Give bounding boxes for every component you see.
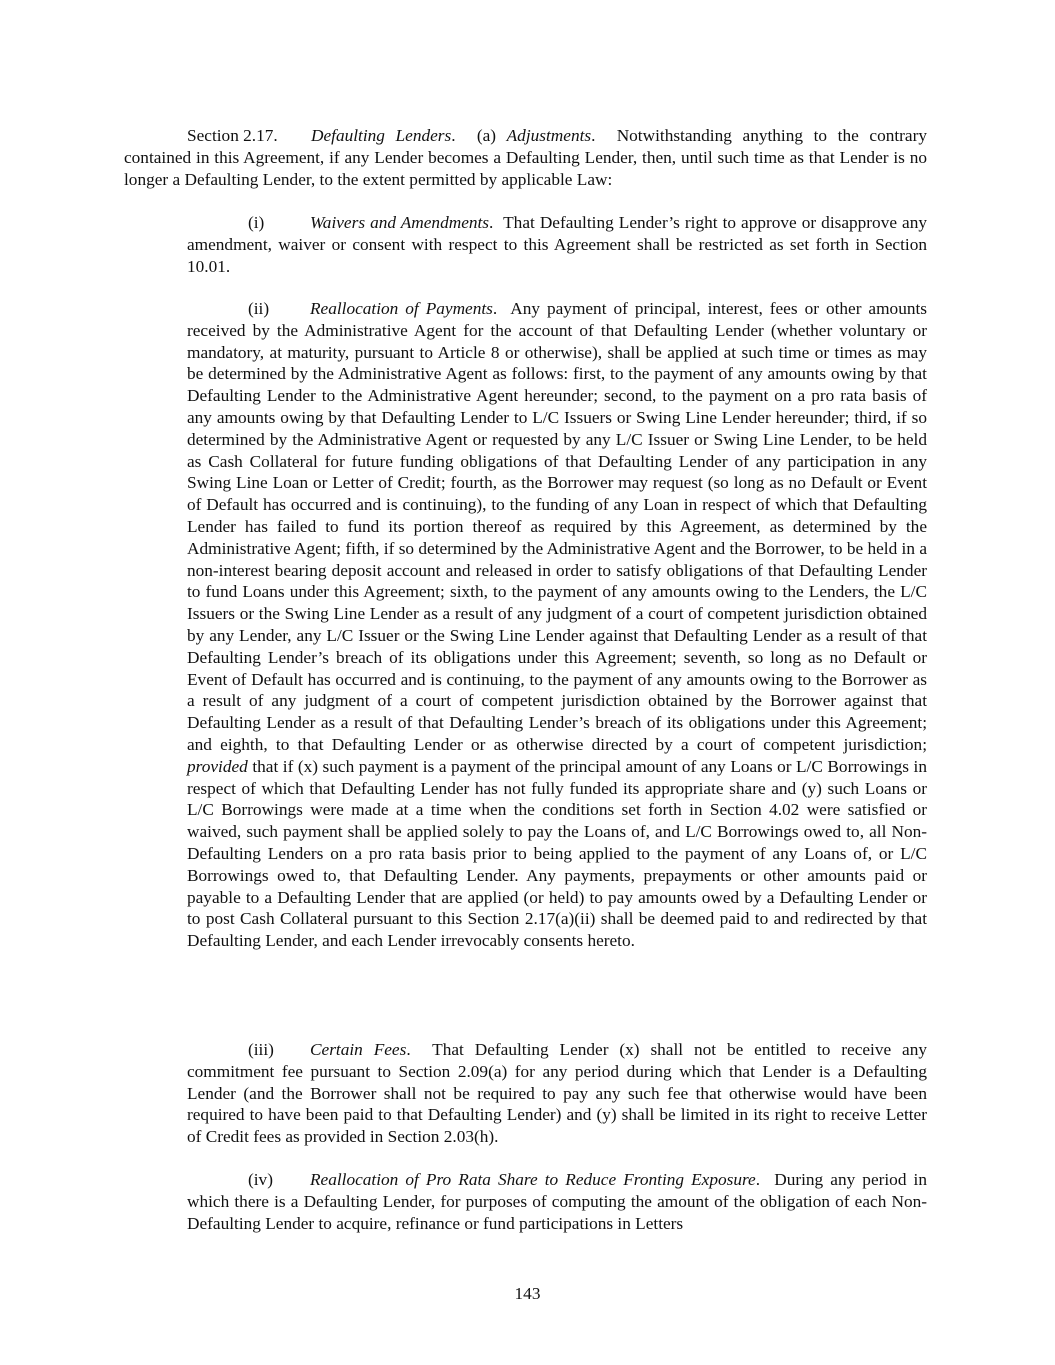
- item-number: (iii): [248, 1040, 274, 1059]
- item-title: Certain Fees: [310, 1040, 407, 1059]
- section-title: Defaulting Lenders: [311, 126, 452, 145]
- item-text: That Defaulting Lender’s right to approve or disapprove any amendment, waiver or consent with respect to this Agreement shall be restricted as set forth in Section 10.01.: [187, 213, 927, 276]
- item-paragraph-iii: (iii) Certain Fees. That Defaulting Lender (x) shall not be entitled to receive any commitment fee pursuant to Section 2.09(a) for any period during which that Lender is a Defaulting Lender (and the Borrower shall not be required to pay any such fee that otherwise would have been required to have been paid to that Defaulting Lender) and (y) shall be limited in its right to receive Letter of Credit fees as provided in Section 2.03(h).: [187, 1040, 927, 1147]
- item-title: Waivers and Amendments: [310, 213, 490, 232]
- item-title: Reallocation of Pro Rata Share to Reduce Fronting Exposure: [310, 1170, 756, 1189]
- item-number: (ii): [248, 299, 270, 318]
- section-number: Section 2.17.: [187, 126, 278, 145]
- section-paragraph: Section 2.17. Defaulting Lenders. (a) Adjustments. Notwithstanding anything to the contrary contained in this Agreement, if any Lender becomes a Defaulting Lender, then, until such time as that Lender is no longer a Defaulting Lender, to the extent permitted by applicable Law:: [124, 126, 927, 189]
- item-number: (i): [248, 213, 265, 232]
- subsection-label: (a): [476, 126, 496, 145]
- section-intro-text: Notwithstanding anything to the contrary contained in this Agreement, if any Lender becomes a Defaulting Lender, then, until such time as that Lender is no longer a Defaulting Lender, to the extent permitted by applicable Law:: [124, 126, 927, 189]
- provided-word: provided: [187, 756, 248, 776]
- item-title: Reallocation of Payments: [310, 299, 493, 318]
- item-text: During any period in which there is a Defaulting Lender, for purposes of computing the amount of the obligation of each Non-Defaulting Lender to acquire, refinance or fund participations in Letters: [187, 1170, 927, 1233]
- item-text-continued: that if (x) such payment is a payment of the principal amount of any Loans or L/C Borrowings in respect of which that Defaulting Lender has not fully funded its appropriate share and (y) such Loans or L/C Borrowings were made at a time when the conditions set forth in Section 4.02 were satisfied or waived, such payment shall be applied solely to pay the Loans of, and L/C Borrowings owed to, all Non-Defaulting Lenders on a pro rata basis prior to being applied to the payment of any Loans of, or L/C Borrowings owed to, that Defaulting Lender. Any payments, prepayments or other amounts paid or payable to a Defaulting Lender that are applied (or held) to pay amounts owed by a Defaulting Lender or to post Cash Collateral pursuant to this Section 2.17(a)(ii) shall be deemed paid to and redirected by that Defaulting Lender, and each Lender irrevocably consents hereto.: [187, 756, 927, 951]
- item-paragraph-i: (i) Waivers and Amendments. That Defaulting Lender’s right to approve or disapprove any amendment, waiver or consent with respect to this Agreement shall be restricted as set forth in Section 10.01.: [187, 213, 927, 276]
- page-number: 143: [514, 1284, 541, 1303]
- item-number: (iv): [248, 1170, 273, 1189]
- item-text: That Defaulting Lender (x) shall not be entitled to receive any commitment fee pursuant to Section 2.09(a) for any period during which that Lender is a Defaulting Lender (and the Borrower shall not be required to pay any such fee that otherwise would have been required to have been paid to that Defaulting Lender) and (y) shall be limited in its right to receive Letter of Credit fees as provided in Section 2.03(h).: [187, 1040, 927, 1147]
- item-text: Any payment of principal, interest, fees or other amounts received by the Administrative Agent for the account of that Defaulting Lender (whether voluntary or mandatory, at maturity, pursuant to Article 8 or otherwise), shall be applied at such time or times as may be determined by the Administrative Agent as follows: first, to the payment of any amounts owing by that Defaulting Lender to the Administrative Agent hereunder; second, to the payment on a pro rata basis of any amounts owing by that Defaulting Lender to L/C Issuers or Swing Line Lender hereunder; third, if so determined by the Administrative Agent or requested by any L/C Issuer or Swing Line Lender, to be held as Cash Collateral for future funding obligations of that Defaulting Lender of any participation in any Swing Line Loan or Letter of Credit; fourth, as the Borrower may request (so long as no Default or Event of Default has occurred and is continuing), to the funding of any Loan in respect of which that Defaulting Lender has failed to fund its portion thereof as required by this Agreement, as determined by the Administrative Agent; fifth, if so determined by the Administrative Agent and the Borrower, to be held in a non-interest bearing deposit account and released in order to satisfy obligations of that Defaulting Lender to fund Loans under this Agreement; sixth, to the payment of any amounts owing to the Lenders, the L/C Issuers or the Swing Line Lender as a result of any judgment of a court of competent jurisdiction obtained by any Lender, any L/C Issuer or the Swing Line Lender against that Defaulting Lender as a result of that Defaulting Lender’s breach of its obligations under this Agreement; seventh, so long as no Default or Event of Default has occurred and is continuing, to the payment of any amounts owing to the Borrower as a result of any judgment of a court of competent jurisdiction obtained by the Borrower against that Defaulting Lender as a result of that Defaulting Lender’s breach of its obligations under this Agreement; and eighth, to that Defaulting Lender or as otherwise directed by a court of competent jurisdiction;: [187, 299, 927, 754]
- subsection-title: Adjustments: [506, 126, 592, 145]
- item-paragraph-iv: (iv) Reallocation of Pro Rata Share to Reduce Fronting Exposure. During any period in which there is a Defaulting Lender, for purposes of computing the amount of the obligation of each Non-Defaulting Lender to acquire, refinance or fund participations in Letters: [187, 1170, 927, 1233]
- item-paragraph-ii: (ii) Reallocation of Payments. Any payment of principal, interest, fees or other amounts received by the Administrative Agent for the account of that Defaulting Lender (whether voluntary or mandatory, at maturity, pursuant to Article 8 or otherwise), shall be applied at such time or times as may be determined by the Administrative Agent as follows: first, to the payment of any amounts owing by that Defaulting Lender to the Administrative Agent hereunder; second, to the payment on a pro rata basis of any amounts owing by that Defaulting Lender to L/C Issuers or Swing Line Lender hereunder; third, if so determined by the Administrative Agent or requested by any L/C Issuer or Swing Line Lender, to be held as Cash Collateral for future funding obligations of that Defaulting Lender of any participation in any Swing Line Loan or Letter of Credit; fourth, as the Borrower may request (so long as no Default or Event of Default has occurred and is continuing), to the funding of any Loan in respect of which that Defaulting Lender has failed to fund its portion thereof as required by this Agreement, as determined by the Administrative Agent; fifth, if so determined by the Administrative Agent and the Borrower, to be held in a non-interest bearing deposit account and released in order to satisfy obligations of that Defaulting Lender to fund Loans under this Agreement; sixth, to the payment of any amounts owing to the Lenders, the L/C Issuers or the Swing Line Lender as a result of any judgment of a court of competent jurisdiction obtained by any Lender, any L/C Issuer or the Swing Line Lender against that Defaulting Lender as a result of that Defaulting Lender’s breach of its obligations under this Agreement; seventh, so long as no Default or Event of Default has occurred and is continuing, to the payment of any amounts owing to the Borrower as a result of any judgment of a court of competent jurisdiction obtained by the Borrower against that Defaulting Lender as a result of that Defaulting Lender’s breach of its obligations under this Agreement; and eighth, to that Defaulting Lender or as otherwise directed by a court of competent jurisdiction; provided that if (x) such payment is a payment of the principal amount of any Loans or L/C Borrowings in respect of which that Defaulting Lender has not fully funded its appropriate share and (y) such Loans or L/C Borrowings were made at a time when the conditions set forth in Section 4.02 were satisfied or waived, such payment shall be applied solely to pay the Loans of, and L/C Borrowings owed to, all Non-Defaulting Lenders on a pro rata basis prior to being applied to the payment of any Loans of, or L/C Borrowings owed to, that Defaulting Lender. Any payments, prepayments or other amounts paid or payable to a Defaulting Lender that are applied (or held) to pay amounts owed by a Defaulting Lender or to post Cash Collateral pursuant to this Section 2.17(a)(ii) shall be deemed paid to and redirected by that Defaulting Lender, and each Lender irrevocably consents hereto.: [187, 299, 927, 951]
